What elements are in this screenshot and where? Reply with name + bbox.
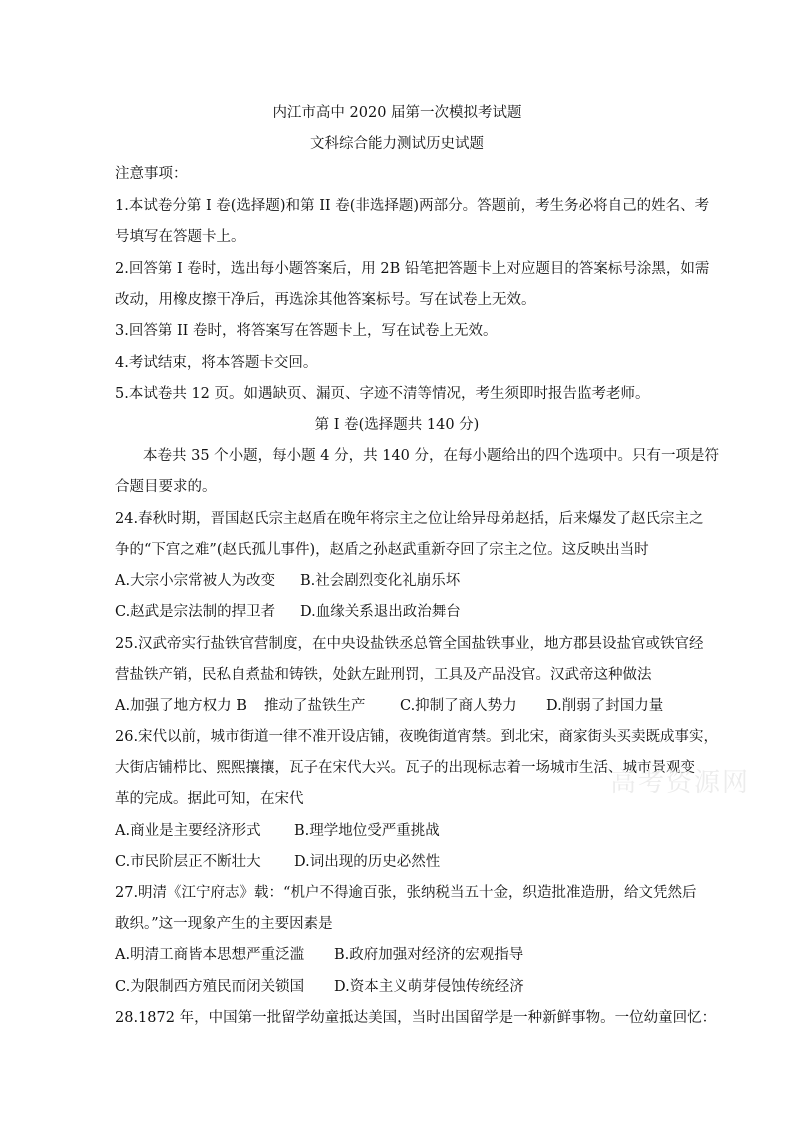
notice-heading: 注意事项： <box>115 166 188 182</box>
watermark: 高考资源网 <box>610 768 751 798</box>
q25-stem-line-2: 营盐铁产销，民私自煮盐和铸铁，处釱左趾刑罚，工具及产品没官。汉武帝这种做法 <box>115 667 652 683</box>
section-intro-line-2: 合题目要求的。 <box>115 479 217 495</box>
q27-option-a: A.明清工商皆本思想严重泛滥 <box>115 947 305 963</box>
q24-option-c: C.赵武是宗法制的捍卫者 <box>115 604 276 620</box>
q24-stem-line-2: 争的“下宫之难”(赵氏孤儿事件)，赵盾之孙赵武重新夺回了宗主之位。这反映出当时 <box>115 542 649 558</box>
q24-option-b: B.社会剧烈变化礼崩乐坏 <box>300 573 461 589</box>
q26-option-b: B.理学地位受严重挑战 <box>294 823 440 839</box>
q28-stem-line-1: 28.1872 年，中国第一批留学幼童抵达美国，当时出国留学是一种新鲜事物。一位幼童回忆： <box>115 1010 717 1026</box>
q26-option-c: C.市民阶层正不断壮大 <box>115 854 261 870</box>
q24-stem-line-1: 24.春秋时期，晋国赵氏宗主赵盾在晚年将宗主之位让给异母弟赵括，后来爆发了赵氏宗主之 <box>115 511 704 527</box>
q25-option-a: A.加强了地方权力 B <box>115 698 247 714</box>
section-heading: 第 I 卷(选择题共 140 分) <box>314 417 480 433</box>
q25-option-d: D.削弱了封国力量 <box>546 698 664 714</box>
q27-option-b: B.政府加强对经济的宏观指导 <box>334 947 524 963</box>
q24-option-a: A.大宗小宗常被人为改变 <box>115 573 276 589</box>
notice-item-1-line-1: 1.本试卷分第 I 卷(选择题)和第 II 卷(非选择题)两部分。答题前，考生务必将自己的姓名、考 <box>115 198 710 214</box>
notice-item-5: 5.本试卷共 12 页。如遇缺页、漏页、字迹不清等情况，考生须即时报告监考老师。 <box>115 386 650 402</box>
notice-item-4: 4.考试结束，将本答题卡交回。 <box>115 355 318 371</box>
section-intro-line-1: 本卷共 35 个小题，每小题 4 分，共 140 分，在每小题给出的四个选项中。只有一项是符 <box>143 448 720 464</box>
q27-option-d: D.资本主义萌芽侵蚀传统经济 <box>334 979 524 995</box>
exam-title: 内江市高中 2020 届第一次模拟考试题 <box>272 105 522 121</box>
q26-option-a: A.商业是主要经济形式 <box>115 823 261 839</box>
exam-subtitle: 文科综合能力测试历史试题 <box>310 136 484 152</box>
q27-stem-line-1: 27.明清《江宁府志》载：“机户不得逾百张，张纳税当五十金，织造批准造册，给文凭然后 <box>115 885 697 901</box>
q26-stem-line-2: 大街店铺栉比、熙熙攘攘，瓦子在宋代大兴。瓦子的出现标志着一场城市生活、城市景观变 <box>115 760 695 776</box>
q26-stem-line-1: 26.宋代以前，城市街道一律不准开设店铺，夜晚街道宵禁。到北宋，商家街头买卖既成事实， <box>115 729 719 745</box>
q27-option-c: C.为限制西方殖民而闭关锁国 <box>115 979 305 995</box>
notice-item-2-line-2: 改动，用橡皮擦干净后，再选涂其他答案标号。写在试卷上无效。 <box>115 292 536 308</box>
q25-stem-line-1: 25.汉武帝实行盐铁官营制度，在中央设盐铁丞总管全国盐铁事业，地方郡县设盐官或铁官经 <box>115 636 704 652</box>
notice-item-3: 3.回答第 II 卷时，将答案写在答题卡上，写在试卷上无效。 <box>115 323 498 339</box>
q26-stem-line-3: 革的完成。据此可知，在宋代 <box>115 791 304 807</box>
q27-stem-line-2: 敢织。”这一现象产生的主要因素是 <box>115 916 333 932</box>
q24-option-d: D.血缘关系退出政治舞台 <box>300 604 461 620</box>
q25-option-c: C.抑制了商人势力 <box>400 698 517 714</box>
notice-item-1-line-2: 号填写在答题卡上。 <box>115 229 246 245</box>
notice-item-2-line-1: 2.回答第 I 卷时，选出每小题答案后，用 2B 铅笔把答题卡上对应题目的答案标号涂黑，如需 <box>115 261 710 277</box>
q26-option-d: D.词出现的历史必然性 <box>294 854 441 870</box>
q25-option-b: 推动了盐铁生产 <box>264 698 366 714</box>
